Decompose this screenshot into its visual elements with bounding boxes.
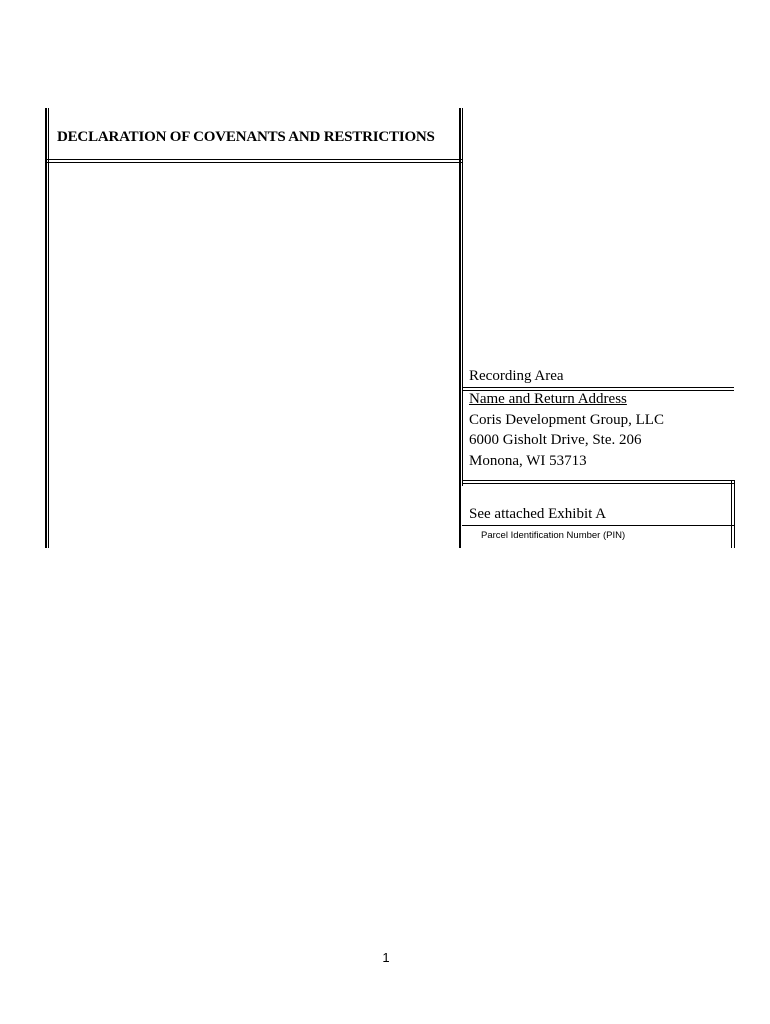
return-address-line-3: Monona, WI 53713	[469, 453, 587, 469]
page-number: 1	[382, 950, 390, 965]
title-rule	[45, 159, 462, 160]
return-address-label: Name and Return Address	[469, 391, 627, 407]
pin-rule	[462, 525, 734, 526]
recording-area-label: Recording Area	[469, 368, 564, 384]
document-title: DECLARATION OF COVENANTS AND RESTRICTIONS	[57, 129, 435, 145]
parcel-value: See attached Exhibit A	[469, 506, 607, 522]
address-rule-2	[462, 483, 734, 484]
left-border	[45, 108, 47, 548]
address-rule	[462, 480, 734, 481]
left-border-inner	[48, 108, 49, 548]
recording-area-rule	[462, 387, 734, 388]
title-rule-2	[45, 162, 462, 163]
center-divider	[459, 108, 461, 548]
return-address-line-2: 6000 Gisholt Drive, Ste. 206	[469, 432, 642, 448]
return-address-line-1: Coris Development Group, LLC	[469, 412, 664, 428]
pin-right-border-2	[734, 480, 735, 548]
pin-right-border	[731, 480, 732, 548]
center-divider-inner	[462, 108, 463, 486]
parcel-label: Parcel Identification Number (PIN)	[481, 530, 626, 541]
